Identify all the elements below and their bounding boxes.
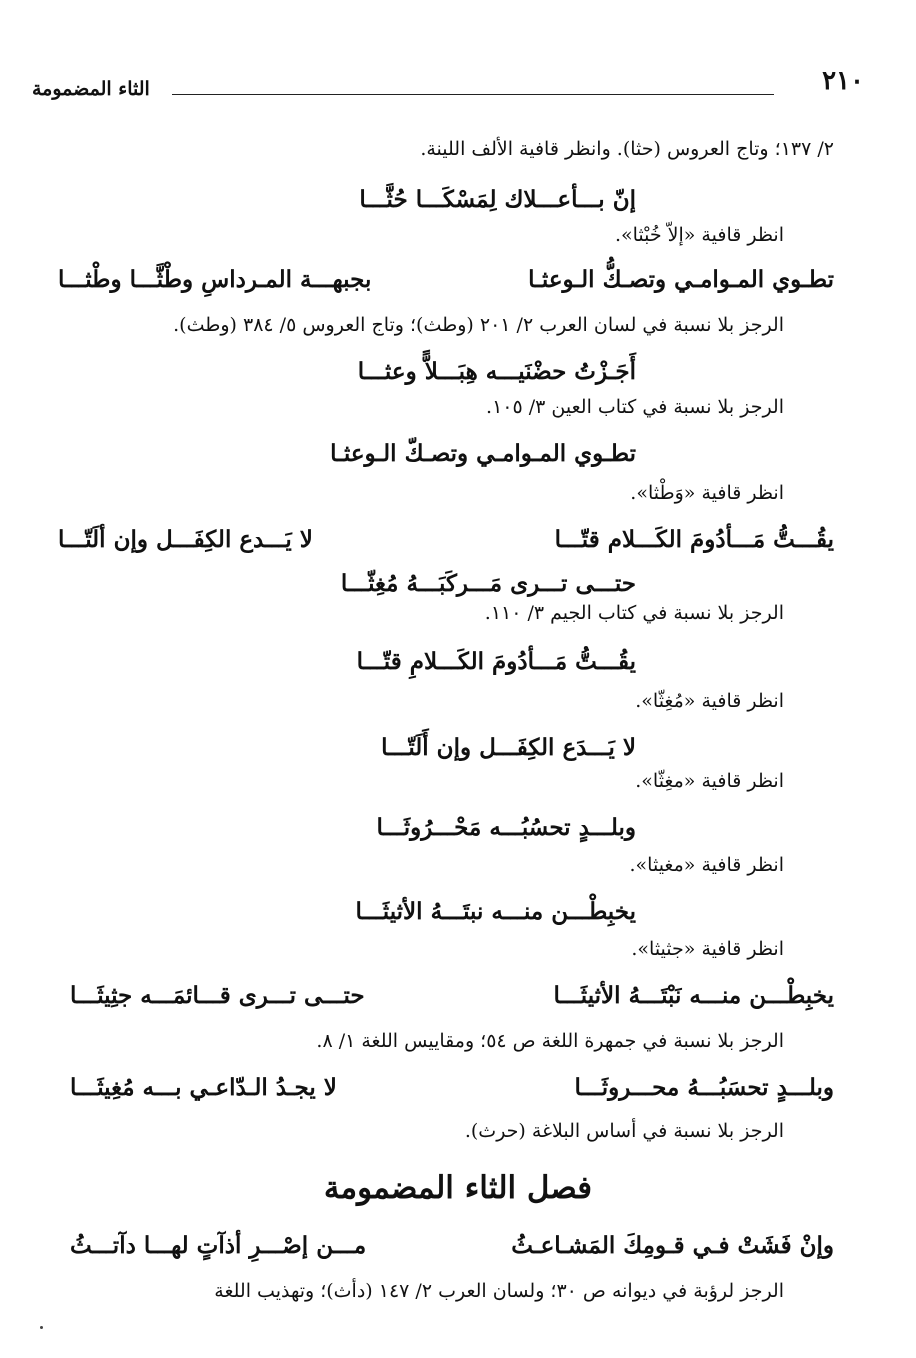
header-rule [172,94,774,95]
note-line: انظر قافية «وَطْثا». [630,482,784,504]
verse-line: أَجَـزْتُ حضْنَيـــه هِبَـــلاًّ وعثـــا [357,358,636,385]
note-line: الرجز بلا نسبة في أساس البلاغة (حرث). [464,1120,784,1142]
verse-hemistich-first: وبلـــدٍ تحسَبُـــهُ محـــروثَـــا [574,1074,834,1101]
verse-line: يخبِطْـــن منـــه نبتَـــهُ الأثيثَـــا [355,898,636,925]
note-line: انظر قافية «مُغِثّا». [635,690,784,712]
note-line: الرجز بلا نسبة في كتاب العين ٣/ ١٠٥. [486,396,784,418]
note-line: انظر قافية «إلاّ خُبْثا». [614,224,784,246]
page-number: ٢١٠ [822,66,864,96]
verse-line: حتـــى تـــرى مَـــركَبَـــهُ مُغِثّـــا [340,570,636,597]
running-title: الثاء المضمومة [32,78,150,100]
verse-hemistich-second: لا يَـــدع الكِفَـــل وإن ألَتّـــا [58,526,313,553]
section-title: فصل الثاء المضمومة [323,1170,593,1206]
verse-hemistich-first: يقُـــتُّ مَـــأدُومَ الكَـــلام قتّـــا [554,526,834,553]
verse-hemistich-second: بجبهـــة المـرداسِ وطْثَّـــا وطْثـــا [58,266,372,293]
verse-hemistich-second: لا يجـدُ الـدّاعـي بـــه مُغِيثَـــا [70,1074,337,1101]
verse-hemistich-first: تطـوي المـوامـي وتصـكُّ الـوعثـا [528,266,834,293]
page-header [32,64,864,108]
verse-hemistich-first: وإنْ فَشَتْ فـي قـومِكَ المَشـاعـثُ [511,1232,834,1259]
note-line: انظر قافية «جثيثا». [631,938,784,960]
verse-line: إنّ بـــأعـــلاك لِمَسْكَـــا حُثَّـــا [359,186,636,213]
note-line: ٢/ ١٣٧؛ وتاج العروس (حثا). وانظر قافية الألف اللينة. [420,138,834,160]
verse-hemistich-second: حتـــى تـــرى قـــائمَـــه جثِيثَـــا [70,982,365,1009]
note-line: انظر قافية «مغيثا». [629,854,784,876]
verse-hemistich-second: مـــن إصْـــرِ أذآتٍ لهـــا دآتـــثُ [70,1232,367,1259]
note-line: الرجز لرؤبة في ديوانه ص ٣٠؛ ولسان العرب ٢/ ١٤٧ (دأث)؛ وتهذيب اللغة [214,1280,784,1302]
verse-line: يقُـــتُّ مَـــأدُومَ الكَـــلامِ قتّـــا [356,648,636,675]
verse-line: تطـوي المـوامـي وتصـكّ الـوعثـا [330,440,636,467]
verse-line: لا يَـــدَع الكِفَـــل وإن أَلَتّـــا [381,734,636,761]
note-line: الرجز بلا نسبة في جمهرة اللغة ص ٥٤؛ ومقاييس اللغة ١/ ٨. [316,1030,784,1052]
note-line: الرجز بلا نسبة في كتاب الجيم ٣/ ١١٠. [484,602,784,624]
verse-hemistich-first: يخبِطْـــن منـــه نَبْتَـــهُ الأثيثَـــا [553,982,834,1009]
verse-line: وبلـــدٍ تحسُبُـــه مَحْـــرُوثَـــا [376,814,636,841]
note-line: الرجز بلا نسبة في لسان العرب ٢/ ٢٠١ (وطث)؛ وتاج العروس ٥/ ٣٨٤ (وطث). [173,314,784,336]
note-line: انظر قافية «مغِثّا». [635,770,784,792]
margin-dot [40,1326,43,1329]
